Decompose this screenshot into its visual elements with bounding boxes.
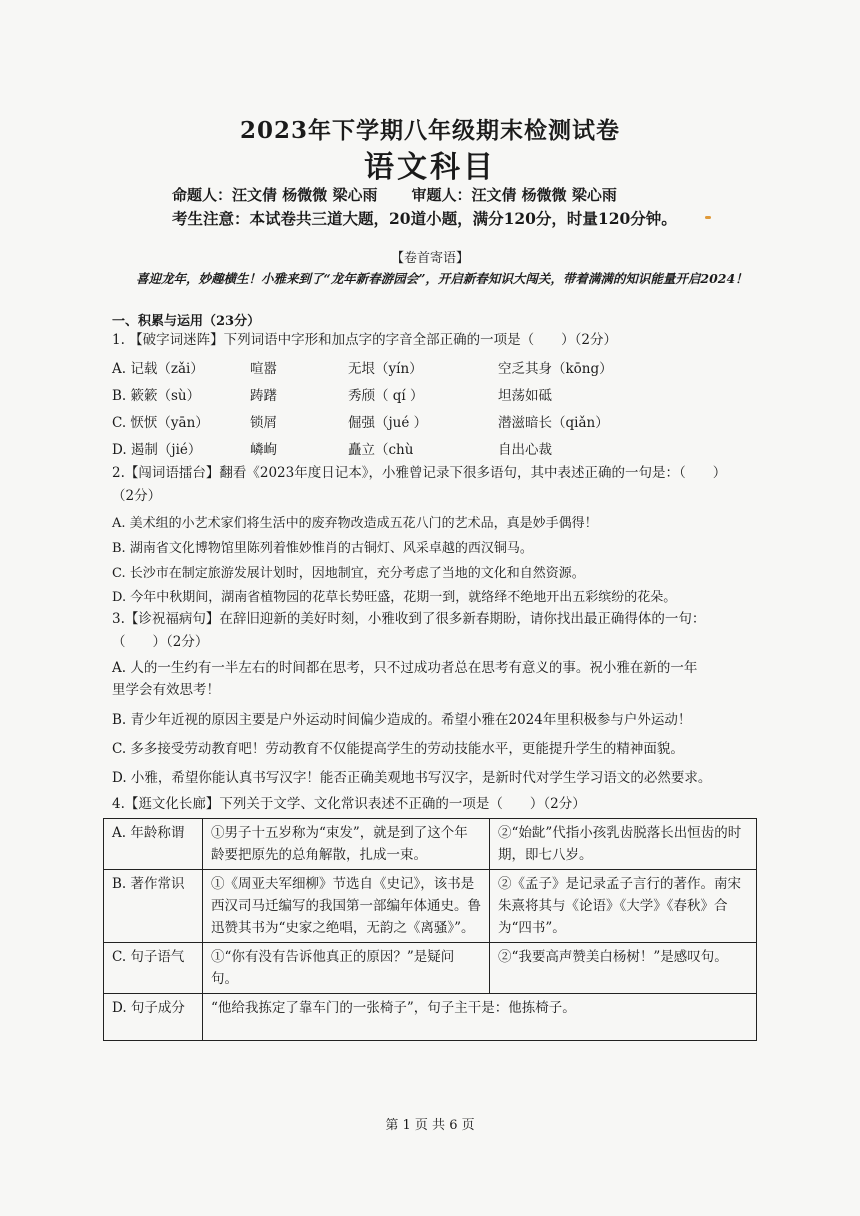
preface-title: 【卷首寄语】 [390, 251, 469, 266]
table-row [104, 870, 757, 943]
table-row [104, 994, 757, 1041]
preface-text: 喜迎龙年，妙趣横生！小雅来到了“龙年新春游园会”，开启新春知识大闯关，带着满满的知识能量开启2024！ [136, 271, 748, 286]
page-footer: 第 1 页 共 6 页 [385, 1118, 475, 1133]
exam-title: 2023年下学期八年级期末检测试卷 [239, 117, 620, 144]
row-item-2: ②《孟子》是记录孟子言行的著作。南宋朱熹将其与《论语》《大学》《春秋》合为“四书”。 [490, 870, 757, 943]
row-item-1: ①《周亚夫军细柳》节选自《史记》，该书是西汉司马迁编写的我国第一部编年体通史。鲁迅赞其书为“史家之绝唱，无韵之《离骚》”。 [203, 870, 490, 943]
setter-label: 命题人：汪文倩 杨微微 梁心雨 [172, 186, 378, 204]
culture-table [103, 818, 757, 1041]
q3-option-a: A. 人的一生约有一半左右的时间都在思考，只不过成功者总在思考有意义的事。祝小雅在新的一年 [112, 660, 698, 676]
q3-score: （ ）（2分） [112, 634, 209, 650]
row-item-2: ②“始龀”代指小孩乳齿脱落长出恒齿的时期，即七八岁。 [490, 819, 757, 870]
row-label: C. 句子语气 [104, 943, 203, 994]
q2-option-c: C. 长沙市在制定旅游发展计划时，因地制宜，充分考虑了当地的文化和自然资源。 [112, 566, 585, 581]
row-label: B. 著作常识 [104, 870, 203, 943]
exam-page: 2023年下学期八年级期末检测试卷 语文科目 命题人：汪文倩 杨微微 梁心雨 审题人：汪文倩 杨微微 梁心雨 考生注意：本试卷共三道大题，20道小题，满分120分，时量120分钟。 【卷首寄语】 喜迎龙年，妙趣横生！小雅来到了“龙年新春游园会”，开启新春知识大闯关，带着满满的知识能量开启2024！ 一、积累与运用（23分） 1. 【破字词迷阵】下列词语中字形和加点字的字音全部正确的一项是（ ）（2分） A. 记载（zǎi） 喧嚣 无垠（yín） 空乏其身（kōng） B. 簌簌（sù） 踌躇 秀颀（ qí ） 坦荡如砥 C. 恹恹（yān） 锁屑 倔强（jué ） 潜滋暗长（qiǎn） D. 遏制（jié） 嶙峋 矗立（chù 自出心裁 2.【闯词语擂台】翻看《2023年度日记本》，小雅曾记录下很多语句，其中表述正确的一句是：（ ） （2分） A. 美术组的小艺术家们将生活中的废弃物改造成五花八门的艺术品，真是妙手偶得！ B. 湖南省文化博物馆里陈列着惟妙惟肖的古铜灯、风采卓越的西汉铜马。 C. 长沙市在制定旅游发展计划时，因地制宜，充分考虑了当地的文化和自然资源。 D. 今年中秋期间，湖南省植物园的花草长势旺盛，花期一到，就络绎不绝地开出五彩缤纷的花朵。 3.【诊祝福病句】在辞旧迎新的美好时刻，小雅收到了很多新春期盼，请你找出最正确得体的一句： （ ）（2分） A. 人的一生约有一半左右的时间都在思考，只不过成功者总在思考有意义的事。祝小雅在新的一年 里学会有效思考！ B. 青少年近视的原因主要是户外运动时间偏少造成的。希望小雅在2024年里积极参与户外运动！ C. 多多接受劳动教育吧！劳动教育不仅能提高学生的劳动技能水平，更能提升学生的精神面貌。 D. 小雅，希望你能认真书写汉字！能否正确美观地书写汉字，是新时代对学生学习语文的必然要求。 4.【逛文化长廊】下列关于文学、文化常识表述不正确的一项是（ ）（2分） A. 年龄称谓 ①男子十五岁称为“束发”，就是到了这个年龄要把原先的总角解散，扎成一束。 ②“始龀”代指小孩乳齿脱落长出恒齿的时期，即七八岁。 B. 著作常识 ①《周亚夫军细柳》节选自《史记》，该书是西汉司马迁编写的我国第一部编年体通史。鲁迅赞其书为“史家之绝唱，无韵之《离骚》”。 ②《孟子》是记录孟子言行的著作。南宋朱熹将其与《论语》《大学》《春秋》合为“四书”。 C. 句子语气 ①“你有没有告诉他真正的原因？”是疑问句。 ②“我要高声赞美白杨树！”是感叹句。 D. 句子成分 “他给我拣定了靠车门的一张椅子”，句子主干是：他拣椅子。 第 1 页 共 6 页 [0, 0, 860, 1216]
row-item-1: “他给我拣定了靠车门的一张椅子”，句子主干是：他拣椅子。 [203, 994, 757, 1041]
q2-stem: 2.【闯词语擂台】翻看《2023年度日记本》，小雅曾记录下很多语句，其中表述正确的一句是：（ ） [112, 465, 727, 481]
q3-option-d: D. 小雅，希望你能认真书写汉字！能否正确美观地书写汉字，是新时代对学生学习语文的必然要求。 [112, 770, 712, 786]
exam-notice: 考生注意：本试卷共三道大题，20道小题，满分120分，时量120分钟。 [172, 209, 677, 228]
table-row [104, 819, 757, 870]
subject-title: 语文科目 [364, 150, 496, 185]
row-label: A. 年龄称谓 [104, 819, 203, 870]
q3-option-b: B. 青少年近视的原因主要是户外运动时间偏少造成的。希望小雅在2024年里积极参与户外运动！ [112, 712, 692, 728]
ink-mark [705, 216, 711, 219]
section-heading: 一、积累与运用（23分） [112, 314, 261, 329]
q4-stem: 4.【逛文化长廊】下列关于文学、文化常识表述不正确的一项是（ ）（2分） [112, 796, 586, 812]
q2-option-b: B. 湖南省文化博物馆里陈列着惟妙惟肖的古铜灯、风采卓越的西汉铜马。 [112, 541, 533, 556]
reviewer-label: 审题人：汪文倩 杨微微 梁心雨 [411, 186, 617, 204]
q2-option-d: D. 今年中秋期间，湖南省植物园的花草长势旺盛，花期一到，就络绎不绝地开出五彩缤纷的花朵。 [112, 590, 677, 605]
q3-option-a-cont: 里学会有效思考！ [112, 682, 220, 698]
table-row [104, 943, 757, 994]
authors-line [172, 184, 617, 205]
row-item-1: ①男子十五岁称为“束发”，就是到了这个年龄要把原先的总角解散，扎成一束。 [203, 819, 490, 870]
q1-stem: 1. 【破字词迷阵】下列词语中字形和加点字的字音全部正确的一项是（ ）（2分） [112, 332, 618, 348]
q2-option-a: A. 美术组的小艺术家们将生活中的废弃物改造成五花八门的艺术品，真是妙手偶得！ [112, 516, 598, 531]
q3-option-c: C. 多多接受劳动教育吧！劳动教育不仅能提高学生的劳动技能水平，更能提升学生的精神面貌。 [112, 741, 684, 757]
q2-score: （2分） [112, 488, 162, 504]
row-item-1: ①“你有没有告诉他真正的原因？”是疑问句。 [203, 943, 490, 994]
row-label: D. 句子成分 [104, 994, 203, 1041]
row-item-2: ②“我要高声赞美白杨树！”是感叹句。 [490, 943, 757, 994]
q3-stem: 3.【诊祝福病句】在辞旧迎新的美好时刻，小雅收到了很多新春期盼，请你找出最正确得体的一句： [112, 611, 706, 627]
